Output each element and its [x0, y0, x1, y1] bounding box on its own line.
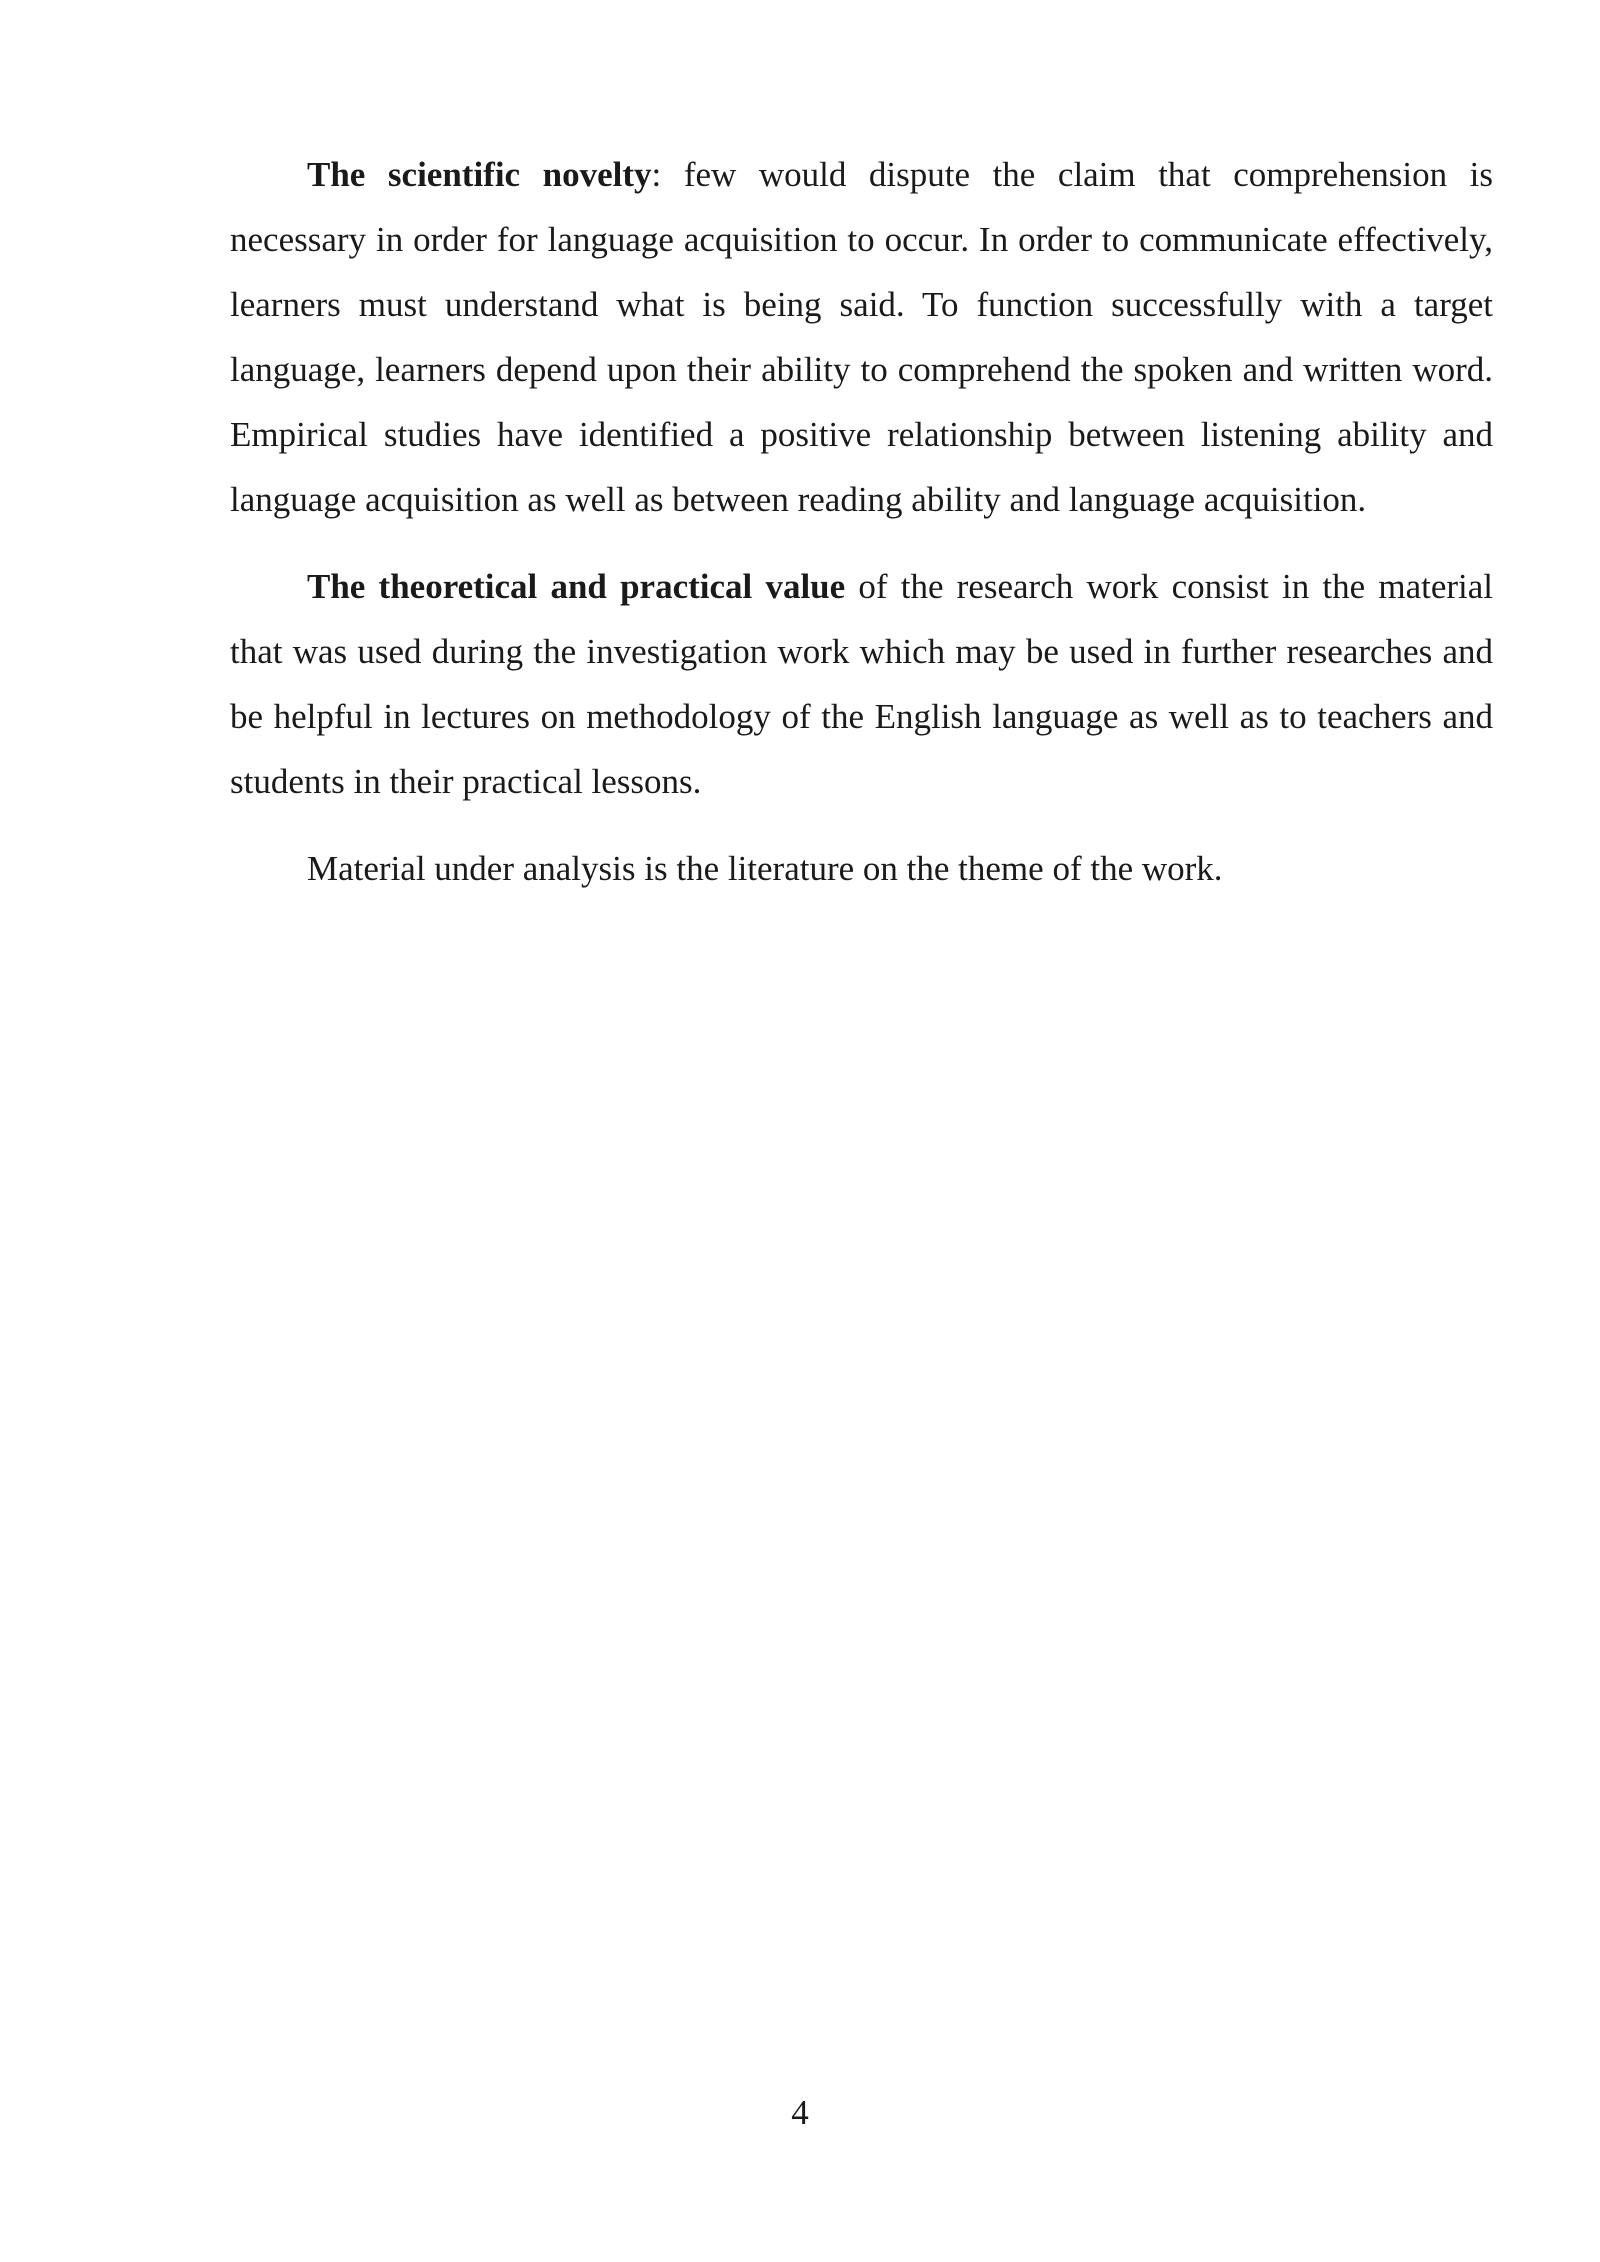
paragraph-text: of the research work consist in the material that was used during the investigation work which may be used in further researches and be helpful in lectures on methodology of the English language as well as to teachers and students in their practical lessons.	[230, 567, 1494, 801]
paragraph-material	[230, 836, 1493, 901]
paragraph-theoretical-value	[230, 554, 1493, 814]
page-body	[230, 142, 1493, 923]
paragraph-scientific-novelty	[230, 142, 1493, 532]
paragraph-text: : few would dispute the claim that comprehension is necessary in order for language acquisition to occur. In order to communicate effectively, learners must understand what is being said. To function successfully with a target language, learners depend upon their ability to comprehend the spoken and written word. Empirical studies have identified a positive relationship between listening ability and language acquisition as well as between reading ability and language acquisition.	[230, 155, 1493, 519]
paragraph-text: Material under analysis is the literature on the theme of the work.	[307, 849, 1223, 888]
page-number: 4	[791, 2093, 809, 2132]
paragraph-heading: The theoretical and practical value	[307, 567, 846, 606]
paragraph-heading: The scientific novelty	[307, 155, 652, 194]
